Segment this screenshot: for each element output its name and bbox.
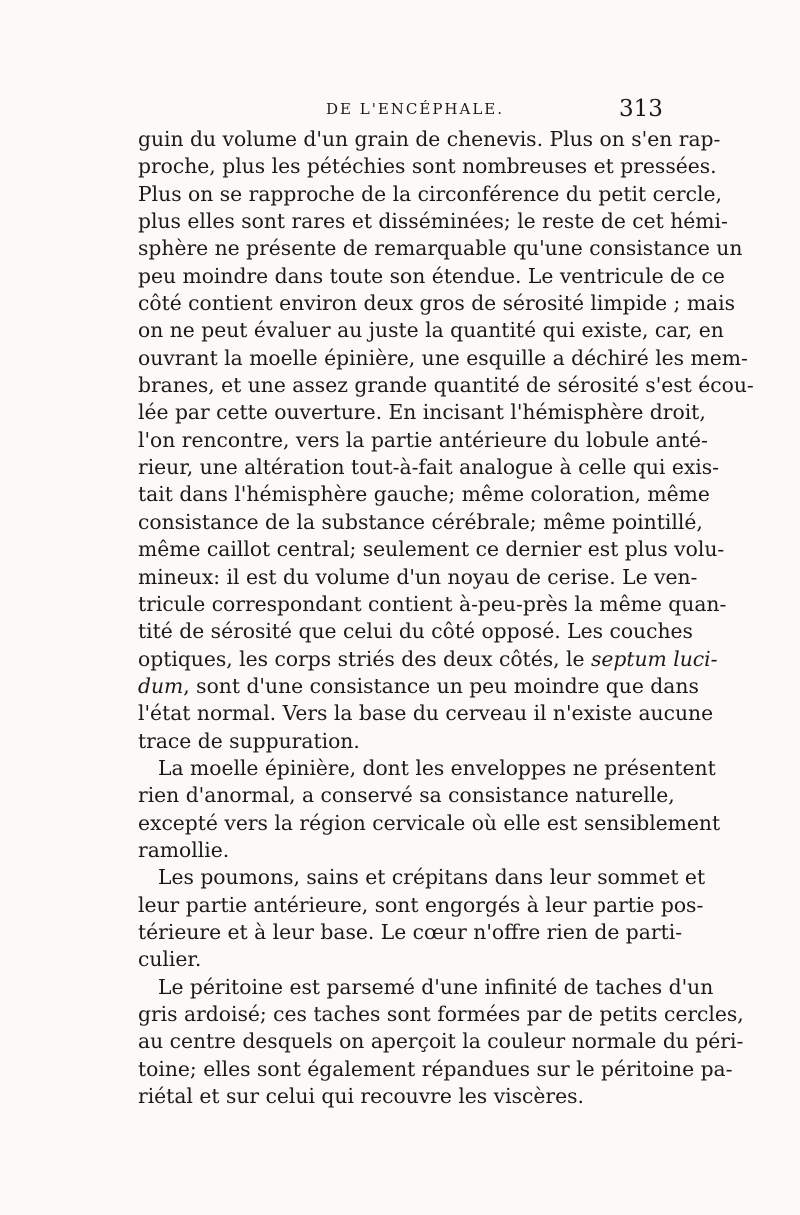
text-line: tricule correspondant contient à-peu-près la même quan-: [138, 591, 727, 616]
text-line: même caillot central; seulement ce dernier est plus volu-: [138, 537, 725, 562]
text-line: ouvrant la moelle épinière, une esquille a déchiré les mem-: [138, 345, 748, 370]
italic-term: dum: [138, 673, 184, 698]
paragraph-start: Le péritoine est parsemé d'une infinité de taches d'un: [158, 974, 714, 999]
text-line: rieur, une altération tout-à-fait analogue à celle qui exis-: [138, 455, 720, 480]
text-line: leur partie antérieure, sont engorgés à leur partie pos-: [138, 892, 704, 917]
body-text: [138, 126, 754, 1110]
text-line: plus elles sont rares et disséminées; le reste de cet hémi-: [138, 209, 728, 234]
running-title: DE L'ENCÉPHALE.: [326, 100, 505, 118]
text-line: rien d'anormal, a conservé sa consistance naturelle,: [138, 783, 675, 808]
paragraph-start: La moelle épinière, dont les enveloppes ne présentent: [158, 755, 716, 780]
text-line: térieure et à leur base. Le cœur n'offre rien de parti-: [138, 919, 683, 944]
text-line: excepté vers la région cervicale où elle est sensiblement: [138, 810, 721, 835]
text-line: peu moindre dans toute son étendue. Le ventricule de ce: [138, 263, 725, 288]
text-line: Plus on se rapproche de la circonférence du petit cercle,: [138, 181, 722, 206]
text-line: tité de sérosité que celui du côté opposé. Les couches: [138, 619, 693, 644]
text-line: riétal et sur celui qui recouvre les viscères.: [138, 1084, 584, 1109]
text-line: au centre desquels on aperçoit la couleur normale du péri-: [138, 1029, 744, 1054]
text-line: guin du volume d'un grain de chenevis. Plus on s'en rap-: [138, 127, 721, 151]
paragraph-start: Les poumons, sains et crépitans dans leur sommet et: [158, 865, 706, 890]
text-line: culier.: [138, 947, 202, 972]
text-line-with-italic: optiques, les corps striés des deux côtés, le septum luci-: [138, 646, 718, 671]
text-line: trace de suppuration.: [138, 728, 360, 753]
text-line: lée par cette ouverture. En incisant l'hémisphère droit,: [138, 400, 706, 425]
page-number: 313: [619, 96, 663, 122]
text-line: branes, et une assez grande quantité de sérosité s'est écou-: [138, 373, 754, 398]
text-line: ramollie.: [138, 837, 230, 862]
text-line: côté contient environ deux gros de sérosité limpide ; mais: [138, 291, 736, 316]
text-line: l'on rencontre, vers la partie antérieure du lobule anté-: [138, 427, 708, 452]
text-line: gris ardoisé; ces taches sont formées par de petits cercles,: [138, 1002, 744, 1026]
running-head: [0, 94, 800, 124]
text-line: sphère ne présente de remarquable qu'une consistance un: [138, 236, 743, 261]
text-line: proche, plus les pétéchies sont nombreuses et pressées.: [138, 154, 717, 179]
text-line: l'état normal. Vers la base du cerveau il n'existe aucune: [138, 701, 714, 726]
text-line: mineux: il est du volume d'un noyau de cerise. Le ven-: [138, 564, 698, 589]
text-line: on ne peut évaluer au juste la quantité qui existe, car, en: [138, 318, 724, 343]
text-line: tait dans l'hémisphère gauche; même coloration, même: [138, 482, 710, 507]
italic-term: septum luci-: [590, 646, 718, 671]
text-line: toine; elles sont également répandues sur le péritoine pa-: [138, 1056, 733, 1081]
text-line: consistance de la substance cérébrale; même pointillé,: [138, 509, 703, 534]
text-line-with-italic: dum, sont d'une consistance un peu moindre que dans: [138, 673, 699, 698]
